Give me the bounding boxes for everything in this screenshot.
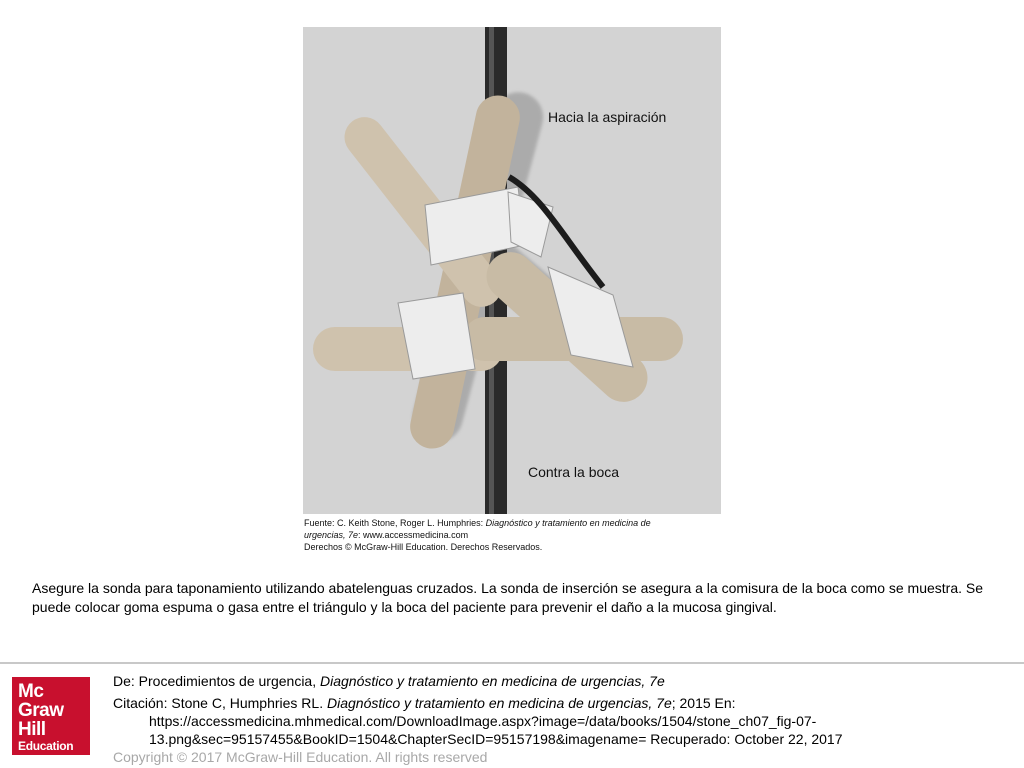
- copyright: Copyright © 2017 McGraw-Hill Education. All rights reserved: [113, 749, 488, 765]
- source-title: Diagnóstico y tratamiento en medicina de urgencias, 7e: [320, 673, 665, 689]
- label-against-mouth: Contra la boca: [528, 464, 620, 480]
- source-prefix: De: Procedimientos de urgencia,: [113, 673, 320, 689]
- credit-prefix: Fuente: C. Keith Stone, Roger L. Humphries:: [304, 518, 486, 528]
- citation-suffix: ; 2015 En:: [671, 695, 736, 711]
- citation-prefix: Citación: Stone C, Humphries RL.: [113, 695, 327, 711]
- divider: [0, 662, 1024, 664]
- credit-book-title: Diagnóstico y tratamiento en medicina de: [485, 518, 651, 528]
- tongue-depressor-illustration: [303, 27, 721, 517]
- source-line: [113, 672, 1013, 690]
- citation-url-2[interactable]: 13.png&sec=95157455&BookID=1504&ChapterSecID=95157198&imagename= Recuperado: October 22, 2017: [149, 731, 843, 747]
- mcgraw-hill-logo: [12, 677, 90, 755]
- credit-website: : www.accessmedicina.com: [358, 530, 469, 540]
- citation-title: Diagnóstico y tratamiento en medicina de urgencias, 7e: [326, 695, 672, 711]
- logo-line-hill: Hill: [18, 719, 46, 740]
- credit-book-title-cont: urgencias, 7e: [304, 530, 359, 540]
- credit-rights: Derechos © McGraw-Hill Education. Derechos Reservados.: [304, 542, 543, 552]
- label-toward-suction: Hacia la aspiración: [548, 109, 667, 125]
- figure-caption: Asegure la sonda para taponamiento utilizando abatelenguas cruzados. La sonda de inserción se asegura a la comisura de la boca como se muestra. Se puede colocar goma espuma o gasa entre el triángulo y la boca del paciente para prevenir el daño a la mucosa gingival.: [32, 580, 984, 615]
- logo-line-graw: Graw: [18, 700, 64, 721]
- figure-credit: [303, 514, 721, 565]
- logo-line-education: Education: [18, 739, 74, 753]
- citation-url-1[interactable]: https://accessmedicina.mhmedical.com/DownloadImage.aspx?image=/data/books/1504/stone_ch07_fig-07-: [149, 713, 817, 729]
- figure-photo: [303, 27, 721, 565]
- logo-line-mc: Mc: [18, 681, 44, 702]
- reference-block: [113, 672, 1013, 766]
- citation-line: [113, 694, 1013, 712]
